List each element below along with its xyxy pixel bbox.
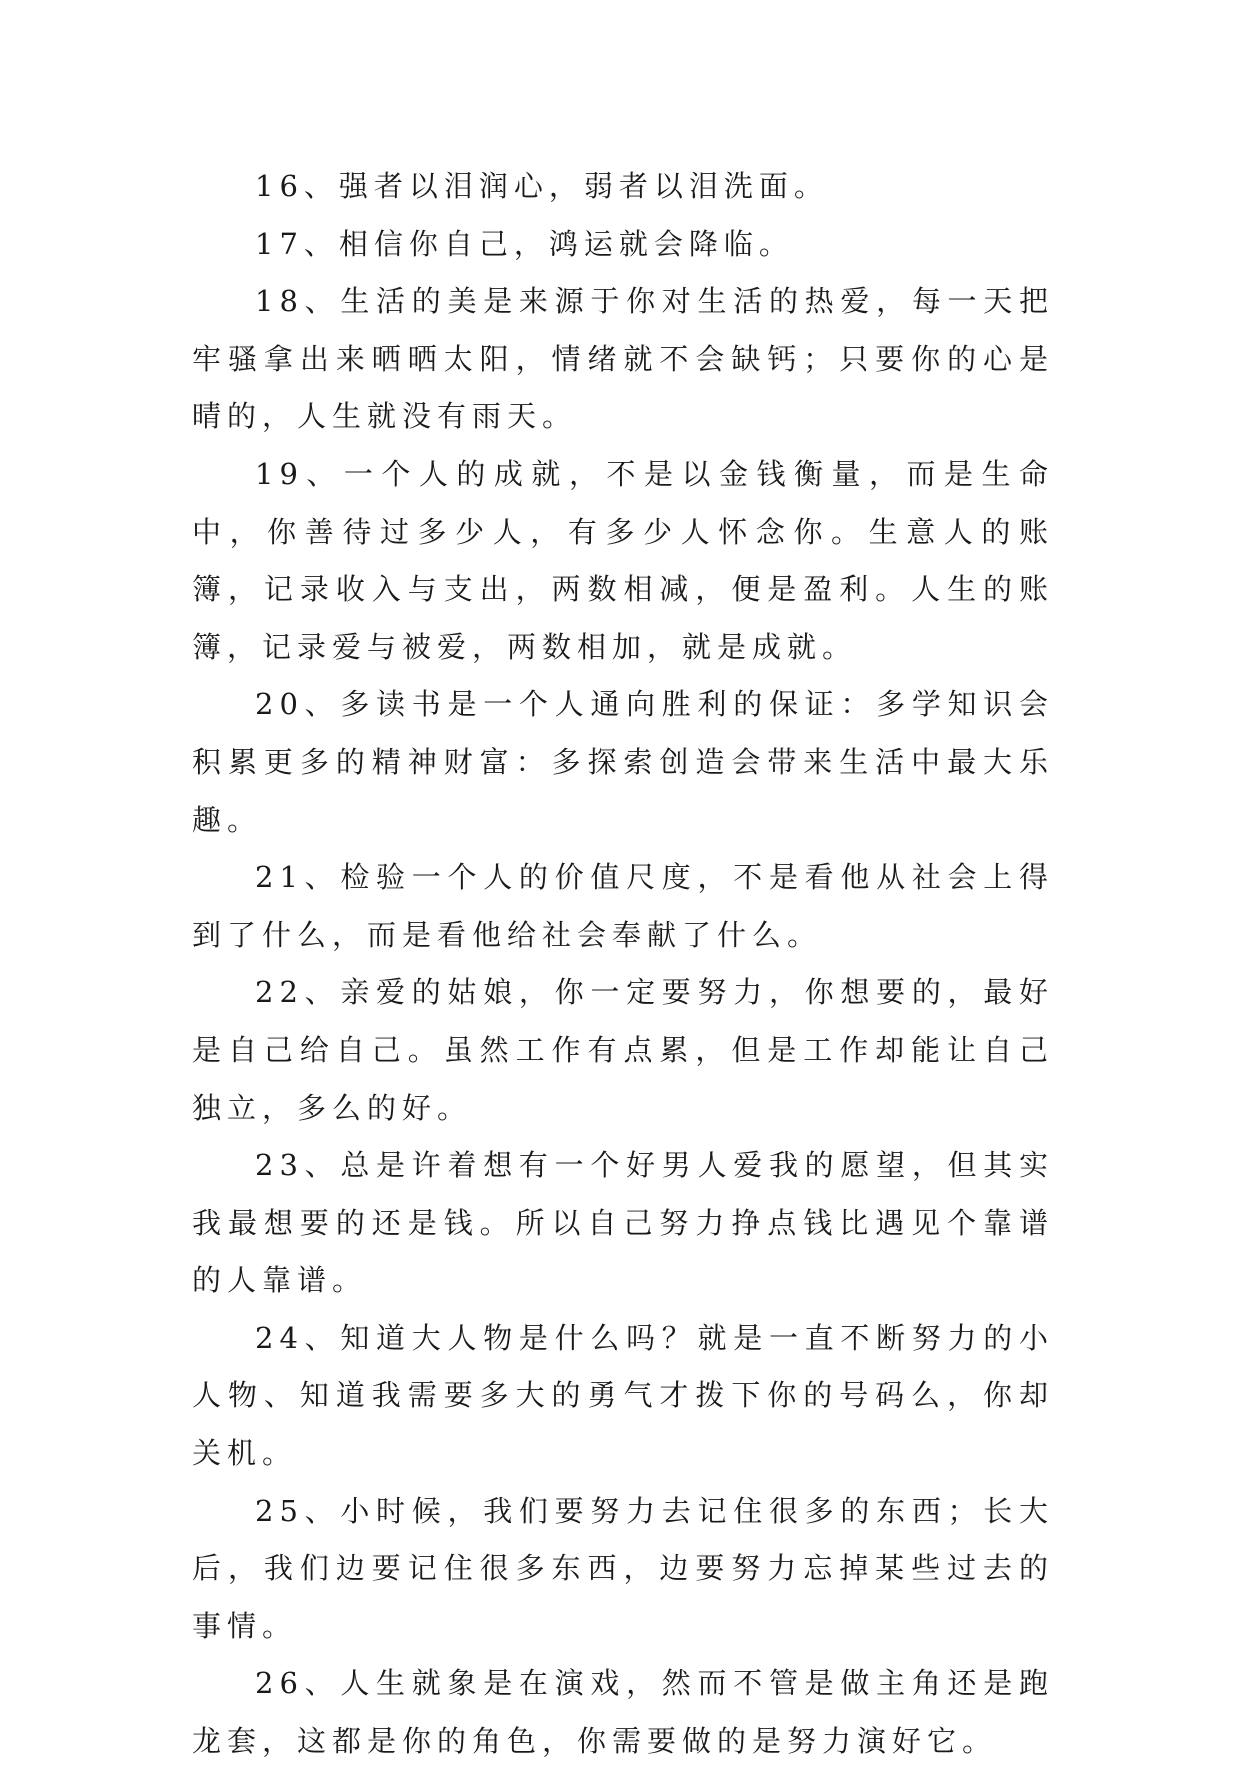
paragraph-25: 25、小时候，我们要努力去记住很多的东西；长大后，我们边要记住很多东西，边要努力忘掉某些过去的事情。 (192, 1493, 1054, 1643)
paragraph-20: 20、多读书是一个人通向胜利的保证：多学知识会积累更多的精神财富：多探索创造会带来生活中最大乐趣。 (192, 687, 1054, 837)
paragraph-26: 26、人生就象是在演戏，然而不管是做主角还是跑龙套，这都是你的角色，你需要做的是努力演好它。 (192, 1666, 1054, 1759)
paragraph-17: 17、相信你自己，鸿运就会降临。 (255, 226, 794, 261)
paragraph-22: 22、亲爱的姑娘，你一定要努力，你想要的，最好是自己给自己。虽然工作有点累，但是工作却能让自己独立，多么的好。 (192, 975, 1054, 1125)
paragraph-16: 16、强者以泪润心，弱者以泪洗面。 (255, 169, 829, 203)
paragraph-18: 18、生活的美是来源于你对生活的热爱，每一天把牢骚拿出来晒晒太阳，情绪就不会缺钙；只要你的心是晴的，人生就没有雨天。 (192, 284, 1054, 434)
document-body (192, 158, 1054, 1771)
paragraph-24: 24、知道大人物是什么吗？就是一直不断努力的小人物、知道我需要多大的勇气才拨下你的号码么，你却关机。 (192, 1320, 1054, 1471)
paragraph-23: 23、总是许着想有一个好男人爱我的愿望，但其实我最想要的还是钱。所以自己努力挣点钱比遇见个靠谱的人靠谱。 (192, 1148, 1054, 1298)
paragraph-19: 19、一个人的成就，不是以金钱衡量，而是生命中，你善待过多少人，有多少人怀念你。生意人的账簿，记录收入与支出，两数相减，便是盈利。人生的账簿，记录爱与被爱，两数相加，就是成就。 (192, 456, 1054, 664)
paragraph-21: 21、检验一个人的价值尺度，不是看他从社会上得到了什么，而是看他给社会奉献了什么。 (192, 860, 1054, 952)
